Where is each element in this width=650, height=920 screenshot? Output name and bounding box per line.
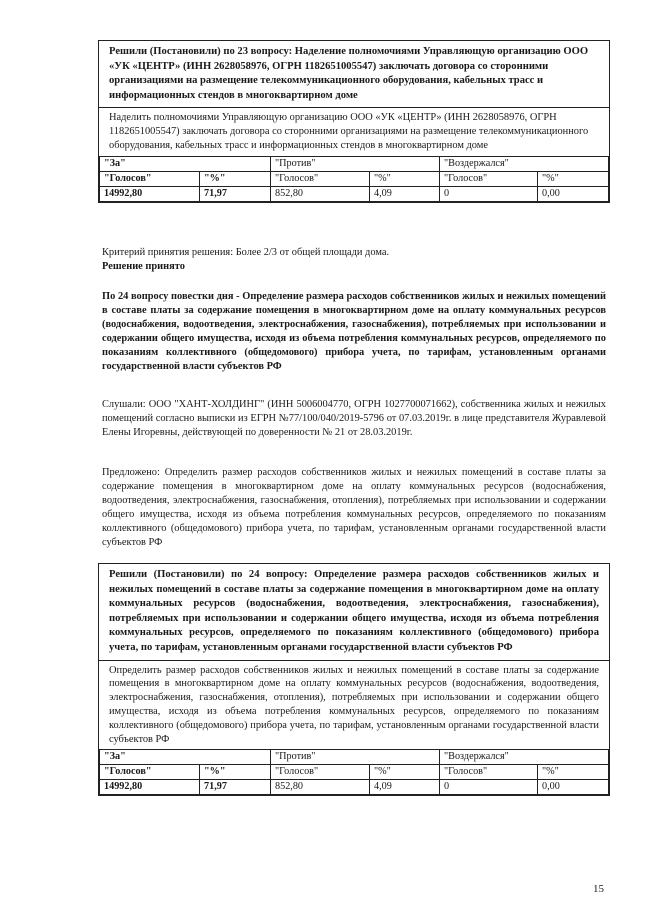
votes-for-count: 14992,80 (100, 186, 200, 201)
decision-text-q24: Определить размер расходов собственников жилых и нежилых помещений в составе платы за содержание помещения в многоквартирном доме на оплату коммунальных ресурсов (водоснабжения, водоотведения, электроснабжения, газоснабжения, отопления), потребляемых при использовании и содержании общего имущества, исходя из объема потребления коммунальных ресурсов, определяемого по показаниям коллективного (общедомового) прибора учета, по тарифам, установленным органами государственной власти субъектов РФ (109, 664, 599, 745)
decision-result: Решение принято (102, 261, 185, 272)
decision-box-q24 (98, 563, 610, 796)
votes-for-count: 14992,80 (100, 780, 200, 795)
votes-against-pct-label: "%" (370, 171, 440, 186)
votes-for-pct: 71,97 (200, 780, 271, 795)
agenda-item-24-title: По 24 вопросу повестки дня - Определение размера расходов собственников жилых и нежилых помещений в составе платы за содержание помещения в многоквартирном доме на оплату коммунальных ресурсов (водоснабжения, водоотведения, электроснабжения, газоснабжения), потребляемых при использовании и содержании общего имущества, исходя из объема потребления коммунальных ресурсов, определяемого по показаниям коллективного (общедомового) прибора учета, по тарифам, установленным органами государственной власти субъектов РФ (102, 291, 606, 372)
votes-for-count-label: "Голосов" (100, 171, 200, 186)
heard-paragraph: Слушали: ООО "ХАНТ-ХОЛДИНГ" (ИНН 5006004770, ОГРН 1027700071662), собственника жилых и нежилых помещений согласно выписки из ЕГРН №77/100/040/2019-5796 от 07.03.2019г. в лице представителя Журавлевой Елены Игоревны, действующей по доверенности № 21 от 28.03.2019г. (102, 399, 606, 438)
votes-for-pct: 71,97 (200, 186, 271, 201)
votes-for-header: "За" (100, 750, 271, 765)
votes-against-pct-label: "%" (370, 765, 440, 780)
votes-abstain-pct: 0,00 (538, 780, 609, 795)
votes-table-q24 (99, 749, 609, 795)
votes-against-count-label: "Голосов" (271, 765, 370, 780)
votes-for-pct-label: "%" (200, 765, 271, 780)
votes-against-count: 852,80 (271, 780, 370, 795)
votes-against-header: "Против" (271, 156, 440, 171)
votes-against-count: 852,80 (271, 186, 370, 201)
votes-against-count-label: "Голосов" (271, 171, 370, 186)
acceptance-criterion: Критерий принятия решения: Более 2/3 от общей площади дома. (102, 247, 390, 258)
decision-heading-q24: Решили (Постановили) по 24 вопросу: Определение размера расходов собственников жилых и нежилых помещений в составе платы за содержание помещения в многоквартирном доме на оплату коммунальных ресурсов (водоснабжения, водоотведения, электроснабжения, газоснабжения), потребляемых при использовании и содержании общего имущества, исходя из объема потребления коммунальных ресурсов, определяемого по показаниям коллективного (общедомового) прибора учета, по тарифам, установленным органами государственной власти субъектов РФ (99, 564, 609, 661)
votes-abstain-pct-label: "%" (538, 171, 609, 186)
votes-abstain-count: 0 (440, 780, 538, 795)
votes-abstain-count-label: "Голосов" (440, 171, 538, 186)
votes-abstain-header: "Воздержался" (440, 750, 609, 765)
proposed-paragraph: Предложено: Определить размер расходов собственников жилых и нежилых помещений в составе платы за содержание помещения в многоквартирном доме на оплату коммунальных ресурсов (водоснабжения, водоотведения, электроснабжения, газоснабжения, отопления), потребляемых при использовании и содержании общего имущества, исходя из объема потребления коммунальных ресурсов, определяемого по показаниям коллективного (общедомового) прибора учета, по тарифам, установленным органами государственной власти субъектов РФ (102, 467, 606, 548)
page-number: 15 (593, 883, 604, 895)
decision-box-q23 (98, 40, 610, 203)
votes-for-header: "За" (100, 156, 271, 171)
votes-for-count-label: "Голосов" (100, 765, 200, 780)
votes-for-pct-label: "%" (200, 171, 271, 186)
votes-against-pct: 4,09 (370, 780, 440, 795)
votes-against-pct: 4,09 (370, 186, 440, 201)
votes-abstain-pct-label: "%" (538, 765, 609, 780)
votes-abstain-header: "Воздержался" (440, 156, 609, 171)
votes-abstain-pct: 0,00 (538, 186, 609, 201)
votes-table-q23 (99, 156, 609, 202)
votes-against-header: "Против" (271, 750, 440, 765)
votes-abstain-count: 0 (440, 186, 538, 201)
votes-abstain-count-label: "Голосов" (440, 765, 538, 780)
decision-text-q23: Наделить полномочиями Управляющую организацию ООО «УК «ЦЕНТР» (ИНН 2628058976, ОГРН 1182651005547) заключать договора со сторонними организациями на размещение телекоммуникационного оборудования, кабельных трасс и информационных стендов в многоквартирном доме (109, 112, 589, 151)
decision-heading-q23: Решили (Постановили) по 23 вопросу: Наделение полномочиями Управляющую организацию ООО «УК «ЦЕНТР» (ИНН 2628058976, ОГРН 1182651005547) заключать договора со сторонними организациями на размещение телекоммуникационного оборудования, кабельных трасс и информационных стендов в многоквартирном доме (99, 41, 609, 108)
